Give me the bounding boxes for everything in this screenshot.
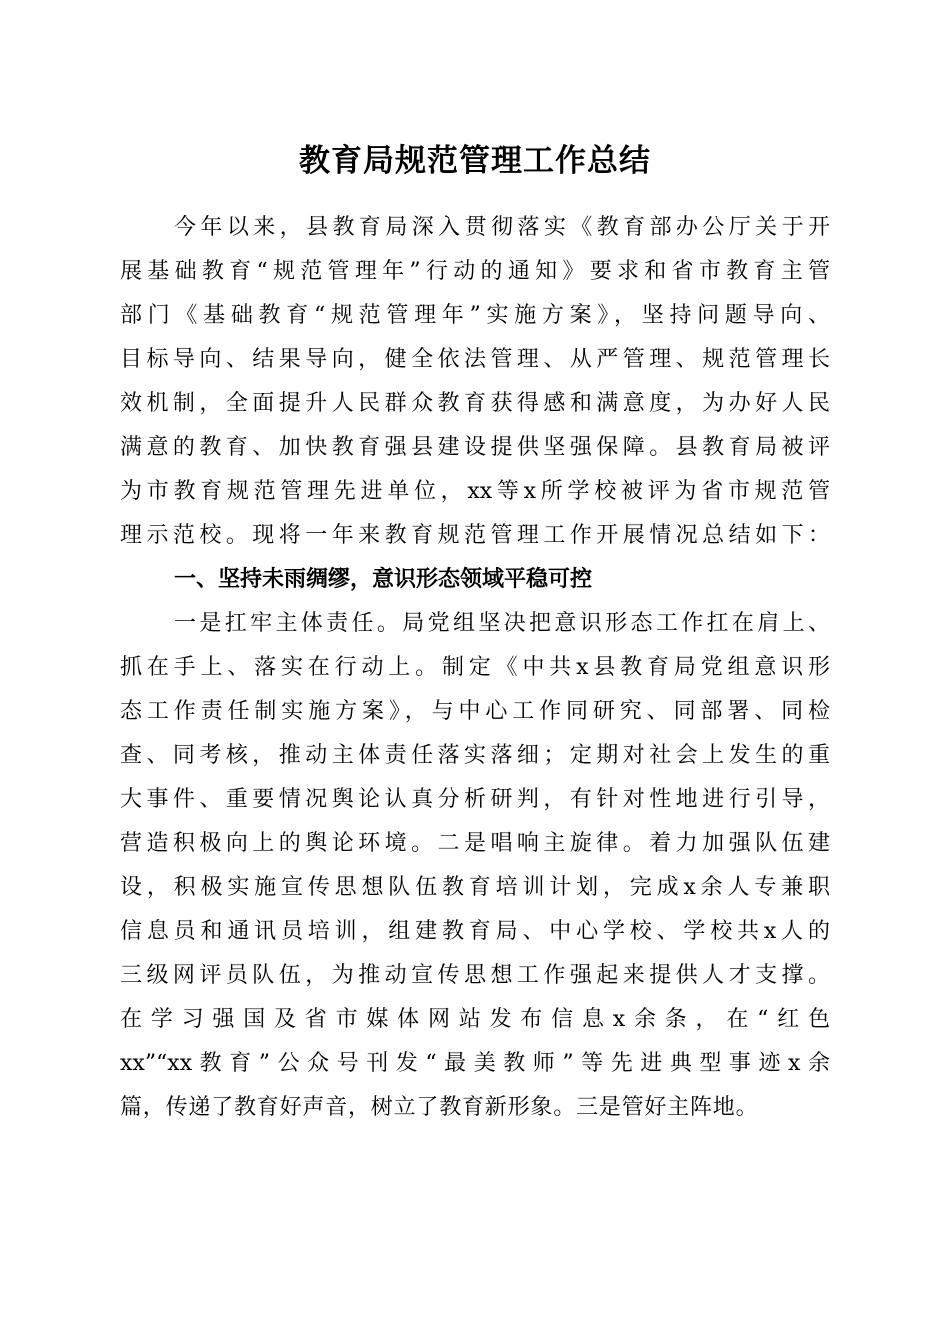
paragraph-line: 目标导向、结果导向，健全依法管理、从严管理、规范管理长	[120, 347, 830, 372]
paragraph-line: 理示范校。现将一年来教育规范管理工作开展情况总结如下：	[120, 523, 830, 548]
paragraph-line: 满意的教育、加快教育强县建设提供坚强保障。县教育局被评	[120, 435, 830, 460]
document-title: 教育局规范管理工作总结	[299, 143, 651, 179]
paragraph-line: 大事件、重要情况舆论认真分析研判，有针对性地进行引导，	[120, 787, 830, 812]
paragraph-line: 设，积极实施宣传思想队伍教育培训计划，完成x余人专兼职	[120, 875, 830, 900]
paragraph-line: 部门《基础教育“规范管理年”实施方案》，坚持问题导向、	[120, 303, 830, 328]
paragraph-line: 展基础教育“规范管理年”行动的通知》要求和省市教育主管	[120, 259, 830, 284]
paragraph-line: 一是扛牢主体责任。局党组坚决把意识形态工作扛在肩上、	[174, 611, 830, 636]
paragraph-line: 态工作责任制实施方案》，与中心工作同研究、同部署、同检	[120, 699, 830, 724]
paragraph-line: 三级网评员队伍，为推动宣传思想工作强起来提供人才支撑。	[120, 963, 830, 988]
paragraph-line: 在学习强国及省市媒体网站发布信息x余条，在“红色	[120, 1007, 830, 1032]
paragraph-line: xx”“xx教育”公众号刊发“最美教师”等先进典型事迹x余	[120, 1051, 830, 1076]
paragraph-line: 效机制，全面提升人民群众教育获得感和满意度，为办好人民	[120, 391, 830, 416]
paragraph-line: 营造积极向上的舆论环境。二是唱响主旋律。着力加强队伍建	[120, 831, 830, 856]
paragraph-line: 信息员和通讯员培训，组建教育局、中心学校、学校共x人的	[120, 919, 830, 944]
section-heading: 一、坚持未雨绸缪，意识形态领域平稳可控	[174, 567, 593, 592]
paragraph-line: 为市教育规范管理先进单位，xx等x所学校被评为省市规范管	[120, 479, 830, 504]
paragraph-line: 篇，传递了教育好声音，树立了教育新形象。三是管好主阵地。	[120, 1095, 759, 1120]
paragraph-line: 抓在手上、落实在行动上。制定《中共x县教育局党组意识形	[120, 655, 830, 680]
paragraph-line: 今年以来，县教育局深入贯彻落实《教育部办公厅关于开	[174, 215, 830, 240]
paragraph-line: 查、同考核，推动主体责任落实落细；定期对社会上发生的重	[120, 743, 830, 768]
